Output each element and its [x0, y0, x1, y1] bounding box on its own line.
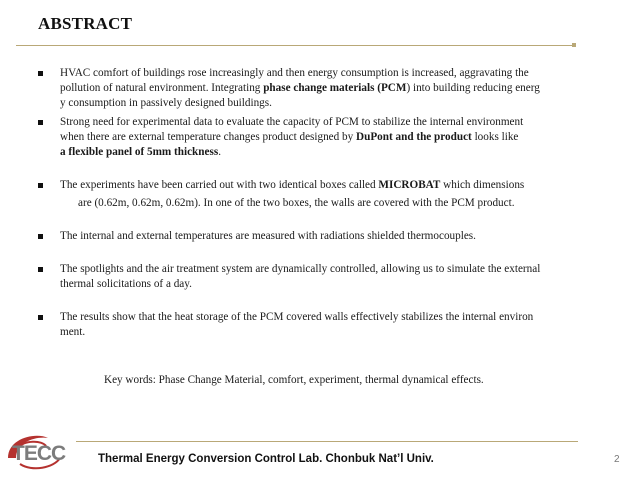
abstract-bullet-list [38, 66, 598, 340]
bullet-bold-text: DuPont and the product [356, 131, 472, 143]
bullet-text: thermal solicitations of a day. [60, 278, 192, 290]
bullet-text: ment. [60, 326, 86, 338]
bullet-text: when there are external temperature changes product designed by [60, 131, 357, 143]
keywords-line: Key words: Phase Change Material, comfort, experiment, thermal dynamical effects. [104, 374, 484, 386]
bullet-item [38, 66, 598, 111]
bullet-item [38, 115, 598, 160]
bullet-item [38, 178, 598, 211]
bullet-text: pollution of natural environment. Integrating [60, 82, 264, 94]
bullet-square-icon [38, 71, 43, 76]
bullet-bold-text: MICROBAT [378, 179, 441, 191]
bullet-text: The spotlights and the air treatment system are dynamically controlled, allowing us to simulate the external [60, 263, 541, 275]
tecc-logo [2, 428, 74, 474]
bullet-item [38, 262, 598, 292]
title-divider [16, 45, 574, 46]
footer-lab-name: Thermal Energy Conversion Control Lab. Chonbuk Nat’l Univ. [98, 453, 434, 465]
bullet-bold-text: a flexible panel of 5mm thickness [60, 146, 219, 158]
bullet-square-icon [38, 120, 43, 125]
bullet-square-icon [38, 234, 43, 239]
bullet-text: ) into building reducing energ [406, 82, 540, 94]
bullet-text: looks like [471, 131, 519, 143]
page-number: 2 [614, 454, 620, 465]
slide-title: ABSTRACT [38, 14, 133, 33]
bullet-item [38, 229, 598, 244]
bullet-text: Strong need for experimental data to evaluate the capacity of PCM to stabilize the internal environment [60, 116, 524, 128]
bullet-text: are (0.62m, 0.62m, 0.62m). In one of the two boxes, the walls are covered with the PCM product. [78, 197, 515, 209]
footer-divider [76, 441, 578, 442]
bullet-square-icon [38, 267, 43, 272]
logo-text: TECC [12, 442, 66, 465]
bullet-text: y consumption in passively designed buildings. [60, 97, 272, 109]
bullet-text: The internal and external temperatures are measured with radiations shielded thermocouples. [60, 230, 476, 242]
bullet-text: . [218, 146, 221, 158]
bullet-text: The experiments have been carried out with two identical boxes called [60, 179, 379, 191]
bullet-text: which dimensions [440, 179, 525, 191]
bullet-text: HVAC comfort of buildings rose increasingly and then energy consumption is increased, aggravating the [60, 67, 529, 79]
bullet-square-icon [38, 183, 43, 188]
bullet-bold-text: phase change materials (PCM [263, 82, 407, 94]
bullet-text: The results show that the heat storage of the PCM covered walls effectively stabilizes the internal environ [60, 311, 534, 323]
bullet-item [38, 310, 598, 340]
bullet-square-icon [38, 315, 43, 320]
